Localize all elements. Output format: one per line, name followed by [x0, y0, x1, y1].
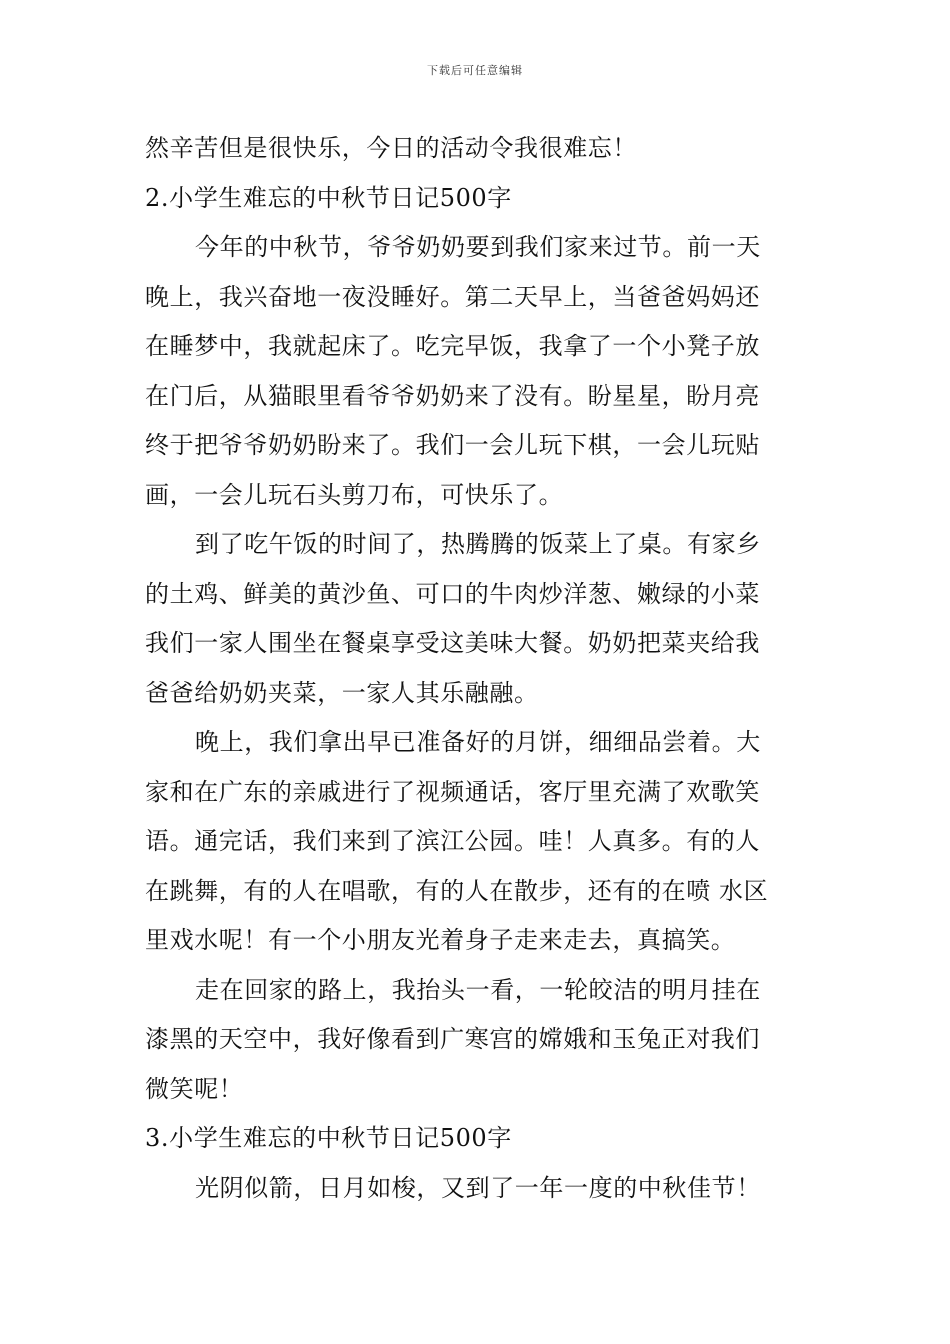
text-line: 微笑呢！: [145, 1074, 244, 1103]
text-line: 画，一会儿玩石头剪刀布，可快乐了。: [145, 480, 564, 509]
paragraph-first-line: 光阴似箭，日月如梭，又到了一年一度的中秋佳节！: [195, 1173, 761, 1202]
text-line: 语。通完话，我们来到了滨江公园。哇！人真多。有的人: [145, 827, 760, 855]
text-line: 里戏水呢！有一个小朋友光着身子走来走去，真搞笑。: [145, 926, 736, 954]
paragraph-first-line: 到了吃午饭的时间了，热腾腾的饭菜上了桌。有家乡: [195, 530, 761, 558]
text-line: 在门后，从猫眼里看爷爷奶奶来了没有。盼星星，盼月亮: [145, 381, 760, 410]
text-line: 爸爸给奶奶夹菜，一家人其乐融融。: [145, 678, 539, 707]
text-line: 家和在广东的亲戚进行了视频通话，客厅里充满了欢歌笑: [145, 777, 760, 806]
text-line: 漆黑的天空中，我好像看到广寒宫的嫦娥和玉兔正对我们: [145, 1025, 760, 1053]
page-header-note: 下载后可任意编辑: [427, 64, 523, 77]
text-line: 的土鸡、鲜美的黄沙鱼、可口的牛肉炒洋葱、嫩绿的小菜: [145, 579, 760, 608]
text-line: 晚上，我兴奋地一夜没睡好。第二天早上，当爸爸妈妈还: [145, 282, 760, 311]
document-body: [145, 124, 810, 1213]
text-line: 我们一家人围坐在餐桌享受这美味大餐。奶奶把菜夹给我: [145, 629, 760, 657]
paragraph-first-line: 今年的中秋节，爷爷奶奶要到我们家来过节。前一天: [195, 233, 761, 261]
text-line: 在睡梦中，我就起床了。吃完早饭，我拿了一个小凳子放: [145, 332, 760, 360]
section-heading: 3.小学生难忘的中秋节日记500字: [145, 1124, 512, 1152]
section-heading: 2.小学生难忘的中秋节日记500字: [145, 183, 512, 212]
text-line: 在跳舞，有的人在唱歌，有的人在散步，还有的在喷 水区: [145, 876, 769, 905]
paragraph-first-line: 晚上，我们拿出早已准备好的月饼，细细品尝着。大: [195, 728, 761, 756]
text-line: 终于把爷爷奶奶盼来了。我们一会儿玩下棋，一会儿玩贴: [145, 431, 760, 459]
text-line: 然辛苦但是很快乐，今日的活动令我很难忘！: [145, 134, 637, 162]
paragraph-first-line: 走在回家的路上，我抬头一看，一轮皎洁的明月挂在: [195, 975, 761, 1004]
